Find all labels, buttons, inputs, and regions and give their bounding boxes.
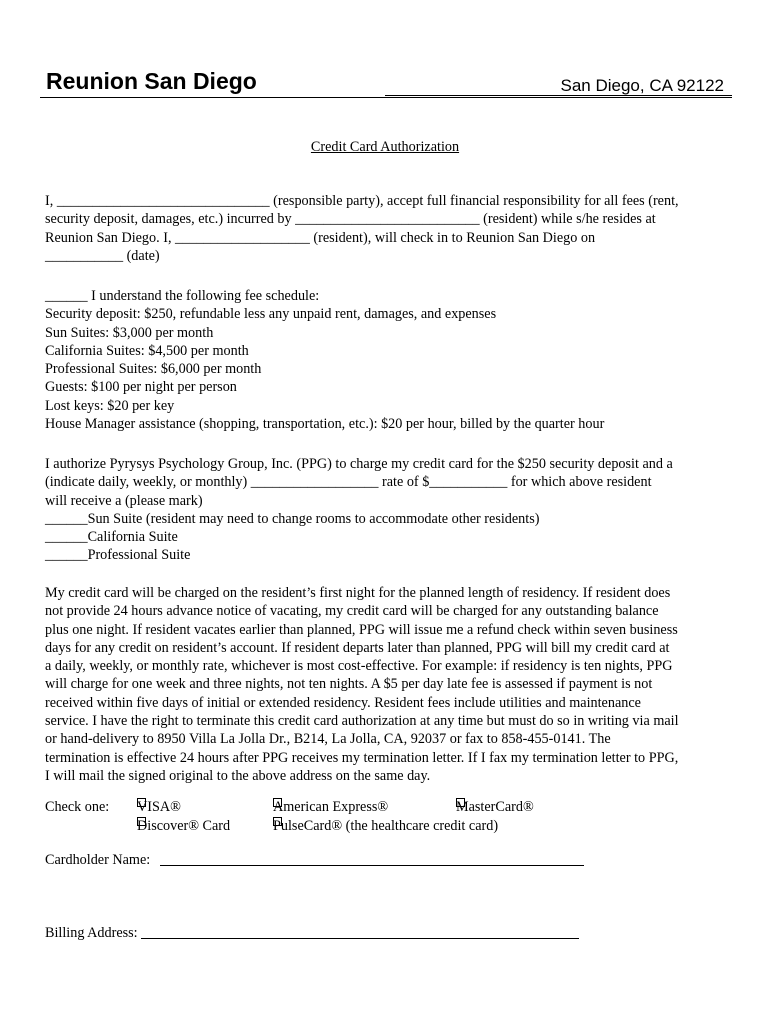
paragraph-line: (indicate daily, weekly, or monthly) __________________ rate of $___________ for which above resident (45, 474, 652, 491)
paragraph-line: not provide 24 hours advance notice of vacating, my credit card will be charged for any outstanding balance (45, 603, 659, 620)
paragraph-line: I will mail the signed original to the above address on the same day. (45, 767, 431, 784)
cardholder-name-row (45, 851, 584, 869)
card-option-label: MasterCard® (456, 799, 534, 815)
paragraph-line: security deposit, damages, etc.) incurred by __________________________ (resident) while s/he resides at (45, 211, 656, 228)
billing-address-field[interactable] (141, 924, 579, 939)
responsibility-paragraph (45, 192, 735, 265)
fee-line: ______ I understand the following fee schedule: (45, 288, 320, 304)
paragraph-line: termination is effective 24 hours after PPG receives my termination letter. If I fax my termination letter to PPG, (45, 749, 679, 766)
fee-line: Guests: $100 per night per person (45, 379, 237, 396)
suite-option-professional: ______Professional Suite (45, 547, 191, 564)
fee-schedule (45, 287, 735, 433)
card-option-label: VISA® (137, 799, 181, 815)
paragraph-line: Reunion San Diego. I, ___________________ (resident), will check in to Reunion San Diego on (45, 229, 596, 246)
paragraph-line: or hand-delivery to 8950 Villa La Jolla Dr., B214, La Jolla, CA, 92037 or fax to 858-455-0141. The (45, 731, 611, 748)
paragraph-line: plus one night. If resident vacates earlier than planned, PPG will issue me a refund check within seven business (45, 621, 678, 638)
paragraph-line: ___________ (date) (45, 247, 160, 264)
card-option-label: PulseCard® (the healthcare credit card) (273, 818, 499, 834)
fee-line: Lost keys: $20 per key (45, 397, 175, 414)
paragraph-line: I authorize Pyrysys Psychology Group, Inc. (PPG) to charge my credit card for the $250 security deposit and a (45, 456, 673, 472)
header-rule (40, 97, 732, 98)
card-option-label: American Express® (273, 799, 389, 815)
cardholder-name-field[interactable] (160, 851, 584, 866)
fee-line: Professional Suites: $6,000 per month (45, 361, 262, 378)
billing-address-label: Billing Address: (45, 925, 138, 941)
cardholder-name-label: Cardholder Name: (45, 852, 151, 868)
card-type-label: Check one: (45, 799, 110, 815)
billing-address-row (45, 924, 579, 942)
fee-line: Sun Suites: $3,000 per month (45, 324, 214, 341)
authorization-paragraph (45, 455, 735, 565)
paragraph-line: service. I have the right to terminate this credit card authorization at any time but must do so in writing via mail (45, 713, 679, 730)
organization-location: San Diego, CA 92122 (560, 76, 724, 95)
organization-name: Reunion San Diego (46, 68, 257, 94)
fee-line: House Manager assistance (shopping, transportation, etc.): $20 per hour, billed by the quarter hour (45, 416, 605, 433)
header-rule-accent (385, 95, 732, 96)
paragraph-line: My credit card will be charged on the resident’s first night for the planned length of residency. If resident does (45, 585, 671, 601)
suite-option-california: ______California Suite (45, 529, 178, 546)
paragraph-line: will receive a (please mark) (45, 492, 203, 509)
paragraph-line: will charge for one week and three nights, not ten nights. A $5 per day late fee is assessed if payment is not (45, 676, 653, 693)
fee-line: Security deposit: $250, refundable less any unpaid rent, damages, and expenses (45, 306, 497, 323)
form-title: Credit Card Authorization (310, 139, 460, 155)
paragraph-line: a daily, weekly, or monthly rate, whichever is most cost-effective. For example: if residency is ten nights, PPG (45, 658, 673, 675)
suite-option-sun: ______Sun Suite (resident may need to change rooms to accommodate other residents) (45, 510, 540, 527)
paragraph-line: received within five days of initial or extended residency. Resident fees include utilities and maintenance (45, 694, 641, 711)
card-option-label: Discover® Card (137, 818, 231, 834)
paragraph-line: days for any credit on resident’s account. If resident departs later than planned, PPG will bill my credit card at (45, 639, 670, 656)
fee-line: California Suites: $4,500 per month (45, 342, 249, 359)
card-type-selector (45, 798, 735, 838)
terms-paragraph (45, 584, 735, 785)
paragraph-line: I, ______________________________ (responsible party), accept full financial responsibility for all fees (rent, (45, 193, 679, 209)
